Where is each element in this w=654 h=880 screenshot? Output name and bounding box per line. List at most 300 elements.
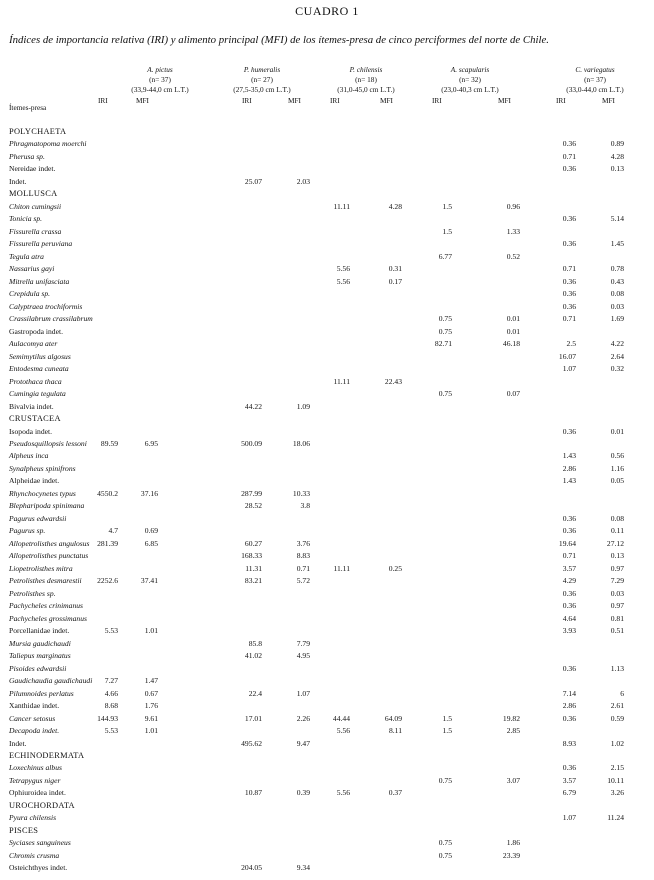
table-row xyxy=(0,164,654,176)
mfi-value: 0.01 xyxy=(506,314,520,324)
mfi-value: 37.41 xyxy=(140,576,158,586)
table-row xyxy=(0,626,654,638)
col-mfi: MFI xyxy=(288,96,301,105)
size-range: (27,5-35,0 cm L.T.) xyxy=(233,85,291,94)
mfi-value: 0.78 xyxy=(610,264,624,274)
iri-value: 0.36 xyxy=(562,139,576,149)
mfi-value: 22.43 xyxy=(384,376,402,386)
prey-item-name: Loxechinus albus xyxy=(9,763,62,773)
col-iri: IRI xyxy=(556,96,566,105)
prey-item-name: Ophiuroidea indet. xyxy=(9,788,66,798)
prey-item-name: Fissurella crassa xyxy=(9,226,62,236)
iri-value: 25.07 xyxy=(244,176,262,186)
mfi-value: 0.51 xyxy=(610,626,624,636)
prey-item-name: Tonicia sp. xyxy=(9,214,43,224)
prey-item-name: Fissurella peruviana xyxy=(9,239,73,249)
species-header xyxy=(540,65,650,95)
table-row xyxy=(0,289,654,301)
prey-item-name: Pagurus sp. xyxy=(9,526,46,536)
mfi-value: 64.09 xyxy=(384,713,402,723)
iri-value: 0.75 xyxy=(438,850,452,860)
prey-item-name: Pachycheles crinimanus xyxy=(9,601,84,611)
prey-item-name: Crassilabrum crassilabrum xyxy=(9,314,93,324)
table-row xyxy=(0,551,654,563)
table-row xyxy=(0,377,654,389)
table-row xyxy=(0,389,654,401)
mfi-value: 46.18 xyxy=(502,339,520,349)
table-row xyxy=(0,639,654,651)
mfi-value: 0.81 xyxy=(610,613,624,623)
size-range: (33,0-44,0 cm L.T.) xyxy=(566,85,624,94)
prey-item-name: Rhynchocynetes typus xyxy=(9,488,76,498)
prey-item-name: Pisoides edwardsii xyxy=(9,663,67,673)
mfi-value: 0.97 xyxy=(610,601,624,611)
table-row xyxy=(0,252,654,264)
sample-size: (n= 32) xyxy=(459,75,481,84)
mfi-value: 4.28 xyxy=(610,151,624,161)
prey-item-name: Taliepus marginatus xyxy=(9,651,71,661)
mfi-value: 10.33 xyxy=(292,488,310,498)
section-heading: ECHINODERMATA xyxy=(9,751,85,760)
iri-value: 7.14 xyxy=(562,688,576,698)
prey-item-name: Syciases sanguineus xyxy=(9,838,71,848)
iri-value: 16.07 xyxy=(558,351,576,361)
iri-value: 5.53 xyxy=(104,626,118,636)
mfi-value: 2.15 xyxy=(610,763,624,773)
iri-value: 0.36 xyxy=(562,526,576,536)
mfi-value: 0.08 xyxy=(610,289,624,299)
prey-item-name: Mursia gaudichaudi xyxy=(9,638,71,648)
iri-value: 0.36 xyxy=(562,289,576,299)
iri-value: 0.75 xyxy=(438,389,452,399)
iri-value: 0.71 xyxy=(562,151,576,161)
prey-item-name: Osteichthyes indet. xyxy=(9,863,68,873)
iri-value: 287.99 xyxy=(241,488,262,498)
mfi-value: 3.76 xyxy=(296,538,310,548)
table-row xyxy=(0,239,654,251)
mfi-value: 1.07 xyxy=(296,688,310,698)
prey-item-name: Pseudosquillopsis lessoni xyxy=(9,439,87,448)
prey-item-name: Pilumnoides perlatus xyxy=(9,688,74,698)
iri-value: 3.57 xyxy=(562,563,576,573)
iri-value: 0.71 xyxy=(562,314,576,324)
iri-value: 0.36 xyxy=(562,663,576,673)
table-row xyxy=(0,314,654,326)
iri-value: 4550.2 xyxy=(97,488,118,498)
size-range: (31,0-45,0 cm L.T.) xyxy=(337,85,395,94)
iri-value: 0.71 xyxy=(562,264,576,274)
iri-value: 0.36 xyxy=(562,713,576,723)
mfi-value: 6.95 xyxy=(144,439,158,448)
table-row xyxy=(0,152,654,164)
mfi-value: 2.85 xyxy=(506,726,520,736)
prey-item-name: Pagurus edwardsii xyxy=(9,513,67,523)
iri-value: 1.07 xyxy=(562,813,576,823)
iri-value: 2.5 xyxy=(566,339,576,349)
table-row xyxy=(0,851,654,863)
iri-value: 204.05 xyxy=(241,863,262,873)
prey-item-name: Pachycheles grossimanus xyxy=(9,613,87,623)
iri-value: 1.07 xyxy=(562,364,576,374)
mfi-value: 0.37 xyxy=(388,788,402,798)
table-row xyxy=(0,576,654,588)
iri-value: 1.5 xyxy=(442,726,452,736)
mfi-value: 1.33 xyxy=(506,226,520,236)
iri-value: 5.56 xyxy=(336,276,350,286)
mfi-value: 0.71 xyxy=(296,563,310,573)
iri-value: 1.5 xyxy=(442,201,452,211)
mfi-value: 0.67 xyxy=(144,688,158,698)
mfi-value: 2.26 xyxy=(296,713,310,723)
iri-value: 4.29 xyxy=(562,576,576,586)
iri-value: 4.66 xyxy=(104,688,118,698)
mfi-value: 0.01 xyxy=(610,426,624,436)
prey-item-name: Alpheidae indet. xyxy=(9,476,60,486)
table-row xyxy=(0,277,654,289)
mfi-value: 0.01 xyxy=(506,326,520,336)
iri-value: 281.39 xyxy=(97,538,118,548)
prey-item-name: Allopetrolisthes punctatus xyxy=(9,551,89,561)
mfi-value: 7.79 xyxy=(296,638,310,648)
mfi-value: 1.86 xyxy=(506,838,520,848)
mfi-value: 1.01 xyxy=(144,626,158,636)
mfi-value: 0.13 xyxy=(610,164,624,174)
iri-value: 3.57 xyxy=(562,775,576,785)
mfi-value: 1.16 xyxy=(610,463,624,473)
mfi-value: 4.22 xyxy=(610,339,624,349)
species-header xyxy=(311,65,421,95)
prey-item-name: Crepidula sp. xyxy=(9,289,51,299)
iri-value: 5.56 xyxy=(336,726,350,736)
iri-value: 0.36 xyxy=(562,763,576,773)
table-row xyxy=(0,651,654,663)
prey-item-name: Porcellanidae indet. xyxy=(9,626,70,636)
mfi-value: 0.69 xyxy=(144,526,158,536)
table-row xyxy=(0,514,654,526)
iri-value: 0.36 xyxy=(562,301,576,311)
table-row xyxy=(0,439,654,451)
iri-value: 28.52 xyxy=(244,501,262,511)
iri-value: 0.75 xyxy=(438,326,452,336)
table-row xyxy=(0,501,654,513)
table-row xyxy=(0,402,654,414)
prey-item-name: Chromis crusma xyxy=(9,850,60,860)
table-row xyxy=(0,302,654,314)
sample-size: (n= 27) xyxy=(251,75,273,84)
prey-item-name: Indet. xyxy=(9,176,27,186)
mfi-value: 4.95 xyxy=(296,651,310,661)
mfi-value: 1.47 xyxy=(144,676,158,686)
mfi-value: 27.12 xyxy=(606,538,624,548)
species-name: A. pictus xyxy=(147,65,173,74)
mfi-value: 0.03 xyxy=(610,588,624,598)
table-row xyxy=(0,564,654,576)
mfi-value: 6.85 xyxy=(144,538,158,548)
iri-value: 22.4 xyxy=(248,688,262,698)
table-row xyxy=(0,726,654,738)
mfi-value: 0.56 xyxy=(610,451,624,461)
prey-item-name: Protothaca thaca xyxy=(9,376,62,386)
species-name: P. chilensis xyxy=(349,65,383,74)
iri-value: 11.11 xyxy=(333,201,350,211)
table-row xyxy=(0,714,654,726)
table-row xyxy=(0,327,654,339)
mfi-value: 1.69 xyxy=(610,314,624,324)
prey-item-name: Isopoda indet. xyxy=(9,426,53,436)
table-row xyxy=(0,476,654,488)
size-range: (23,0-40,3 cm L.T.) xyxy=(441,85,499,94)
table-row xyxy=(0,788,654,800)
iri-value: 19.64 xyxy=(558,538,576,548)
table-row xyxy=(0,139,654,151)
mfi-value: 0.13 xyxy=(610,551,624,561)
mfi-value: 10.11 xyxy=(607,775,624,785)
mfi-value: 1.13 xyxy=(610,663,624,673)
col-iri: IRI xyxy=(242,96,252,105)
table-row xyxy=(0,601,654,613)
table-row xyxy=(0,227,654,239)
iri-value: 10.87 xyxy=(244,788,262,798)
table-row xyxy=(0,214,654,226)
prey-item-name: Tegula atra xyxy=(9,251,44,261)
mfi-value: 0.11 xyxy=(610,526,624,536)
col-mfi: MFI xyxy=(498,96,511,105)
mfi-value: 9.34 xyxy=(296,863,310,873)
iri-value: 5.53 xyxy=(104,726,118,736)
mfi-value: 5.72 xyxy=(296,576,310,586)
prey-item-name: Alpheus inca xyxy=(9,451,49,461)
section-heading: POLYCHAETA xyxy=(9,127,67,136)
col-item: Ítemes-presa xyxy=(9,103,47,112)
iri-value: 44.22 xyxy=(244,401,262,411)
prey-item-name: Mitrella unifasciata xyxy=(9,276,70,286)
mfi-value: 3.07 xyxy=(506,775,520,785)
iri-value: 5.56 xyxy=(336,264,350,274)
prey-item-name: Petrolisthes desmarestii xyxy=(9,576,82,586)
species-name: C. variegatus xyxy=(575,65,615,74)
table-row xyxy=(0,464,654,476)
table-row xyxy=(0,664,654,676)
mfi-value: 2.61 xyxy=(610,701,624,711)
iri-value: 6.79 xyxy=(562,788,576,798)
prey-item-name: Blepharipoda spinimana xyxy=(9,501,85,511)
section-heading: UROCHORDATA xyxy=(9,800,75,810)
mfi-value: 23.39 xyxy=(502,850,520,860)
mfi-value: 1.02 xyxy=(610,738,624,748)
iri-value: 41.02 xyxy=(244,651,262,661)
mfi-value: 0.59 xyxy=(610,713,624,723)
table-row xyxy=(0,339,654,351)
col-iri: IRI xyxy=(432,96,442,105)
iri-value: 11.31 xyxy=(245,563,262,573)
iri-value: 4.7 xyxy=(108,526,118,536)
mfi-value: 1.01 xyxy=(144,726,158,736)
sample-size: (n= 37) xyxy=(584,75,606,84)
table-row xyxy=(0,427,654,439)
prey-item-name: Xanthidae indet. xyxy=(9,701,60,711)
iri-value: 1.5 xyxy=(442,226,452,236)
iri-value: 144.93 xyxy=(97,713,118,723)
iri-value: 0.36 xyxy=(562,426,576,436)
prey-item-name: Bivalvia indet. xyxy=(9,401,54,411)
mfi-value: 8.83 xyxy=(296,551,310,561)
sample-size: (n= 37) xyxy=(149,75,171,84)
mfi-value: 0.31 xyxy=(388,264,402,274)
prey-item-name: Petrolisthes sp. xyxy=(9,588,56,598)
table-row xyxy=(0,451,654,463)
col-iri: IRI xyxy=(98,96,108,105)
mfi-value: 3.8 xyxy=(300,501,310,511)
mfi-value: 0.89 xyxy=(610,139,624,149)
iri-value: 5.56 xyxy=(336,788,350,798)
mfi-value: 4.28 xyxy=(388,201,402,211)
table-row xyxy=(0,539,654,551)
iri-value: 0.75 xyxy=(438,838,452,848)
iri-value: 8.93 xyxy=(562,738,576,748)
iri-value: 89.59 xyxy=(100,439,118,448)
table-caption: Índices de importancia relativa (IRI) y alimento principal (MFI) de los ítemes-presa de cinco perciformes del norte de Chile. xyxy=(9,34,550,46)
mfi-value: 2.64 xyxy=(610,351,624,361)
iri-value: 2.86 xyxy=(562,463,576,473)
mfi-value: 1.76 xyxy=(144,701,158,711)
prey-item-name: Cumingia tegulata xyxy=(9,389,66,399)
prey-item-name: Nassarius gayi xyxy=(9,264,55,274)
iri-value: 0.36 xyxy=(562,239,576,249)
prey-item-name: Synalpheus spinifrons xyxy=(9,463,76,473)
iri-value: 0.36 xyxy=(562,588,576,598)
iri-value: 1.5 xyxy=(442,713,452,723)
iri-value: 60.27 xyxy=(244,538,262,548)
iri-value: 0.71 xyxy=(562,551,576,561)
iri-value: 11.11 xyxy=(333,563,350,573)
species-header xyxy=(207,65,317,95)
col-mfi: MFI xyxy=(380,96,393,105)
iri-value: 1.43 xyxy=(562,476,576,486)
table-row xyxy=(0,863,654,875)
mfi-value: 5.14 xyxy=(610,214,624,224)
iri-value: 0.75 xyxy=(438,775,452,785)
col-mfi: MFI xyxy=(602,96,615,105)
iri-value: 2252.6 xyxy=(97,576,118,586)
mfi-value: 7.29 xyxy=(610,576,624,586)
prey-item-name: Allopetrolisthes angulosus xyxy=(9,538,90,548)
mfi-value: 0.97 xyxy=(610,563,624,573)
iri-value: 17.01 xyxy=(244,713,262,723)
prey-item-name: Pyura chilensis xyxy=(9,813,57,823)
mfi-value: 0.32 xyxy=(610,364,624,374)
table-row xyxy=(0,739,654,751)
size-range: (33,9-44,0 cm L.T.) xyxy=(131,85,189,94)
iri-value: 2.86 xyxy=(562,701,576,711)
iri-value: 4.64 xyxy=(562,613,576,623)
mfi-value: 1.45 xyxy=(610,239,624,249)
section-heading: PISCES xyxy=(9,825,39,835)
table-row xyxy=(0,614,654,626)
mfi-value: 0.25 xyxy=(388,563,402,573)
prey-item-name: Decapoda indet. xyxy=(9,726,60,736)
iri-value: 6.77 xyxy=(438,251,452,261)
prey-item-name: Pherusa sp. xyxy=(9,151,45,161)
iri-value: 8.68 xyxy=(104,701,118,711)
iri-value: 0.36 xyxy=(562,276,576,286)
species-header xyxy=(105,65,215,95)
iri-value: 168.33 xyxy=(241,551,262,561)
mfi-value: 0.96 xyxy=(506,201,520,211)
prey-item-name: Liopetrolisthes mitra xyxy=(9,563,73,573)
mfi-value: 18.06 xyxy=(292,439,310,448)
mfi-value: 0.52 xyxy=(506,251,520,261)
table-row xyxy=(0,813,654,825)
col-iri: IRI xyxy=(330,96,340,105)
prey-item-name: Cancer setosus xyxy=(9,713,56,723)
iri-value: 7.27 xyxy=(104,676,118,686)
species-name: P. humeralis xyxy=(243,65,281,74)
table-row xyxy=(0,264,654,276)
mfi-value: 2.03 xyxy=(296,176,310,186)
prey-item-name: Nereidae indet. xyxy=(9,164,56,174)
mfi-value: 0.43 xyxy=(610,276,624,286)
prey-item-name: Indet. xyxy=(9,738,27,748)
iri-value: 11.11 xyxy=(333,376,350,386)
table-row xyxy=(0,838,654,850)
prey-item-name: Tetrapygus niger xyxy=(9,775,61,785)
mfi-value: 0.17 xyxy=(388,276,402,286)
table-row xyxy=(0,177,654,189)
mfi-value: 1.09 xyxy=(296,401,310,411)
table-row xyxy=(0,489,654,501)
mfi-value: 0.39 xyxy=(296,788,310,798)
iri-value: 83.21 xyxy=(244,576,262,586)
table-row xyxy=(0,526,654,538)
mfi-value: 0.07 xyxy=(506,389,520,399)
iri-value: 500.09 xyxy=(241,439,262,448)
table-row xyxy=(0,776,654,788)
prey-item-name: Aulacomya ater xyxy=(9,339,58,349)
table-row xyxy=(0,364,654,376)
mfi-value: 8.11 xyxy=(388,726,402,736)
species-header xyxy=(415,65,525,95)
mfi-value: 9.61 xyxy=(144,713,158,723)
iri-value: 0.36 xyxy=(562,164,576,174)
mfi-value: 0.08 xyxy=(610,513,624,523)
iri-value: 3.93 xyxy=(562,626,576,636)
section-heading: MOLLUSCA xyxy=(9,189,58,199)
table-title: CUADRO 1 xyxy=(295,4,359,18)
prey-item-name: Entodesma cuneata xyxy=(9,364,69,374)
table-row xyxy=(0,202,654,214)
mfi-value: 37.16 xyxy=(140,488,158,498)
section-heading: CRUSTACEA xyxy=(9,414,61,424)
iri-value: 0.36 xyxy=(562,513,576,523)
table-row xyxy=(0,589,654,601)
col-mfi: MFI xyxy=(136,96,149,105)
mfi-value: 19.82 xyxy=(502,713,520,723)
mfi-value: 9.47 xyxy=(296,738,310,748)
table-row xyxy=(0,676,654,688)
iri-value: 0.36 xyxy=(562,214,576,224)
mfi-value: 6 xyxy=(620,688,624,698)
prey-item-name: Semimytilus algosus xyxy=(9,351,71,361)
table-row xyxy=(0,701,654,713)
iri-value: 1.43 xyxy=(562,451,576,461)
iri-value: 82.71 xyxy=(434,339,452,349)
table-row xyxy=(0,763,654,775)
sample-size: (n= 18) xyxy=(355,75,377,84)
iri-value: 85.8 xyxy=(248,638,262,648)
mfi-value: 0.05 xyxy=(610,476,624,486)
table-row xyxy=(0,352,654,364)
prey-item-name: Calyptraea trochiformis xyxy=(9,301,83,311)
